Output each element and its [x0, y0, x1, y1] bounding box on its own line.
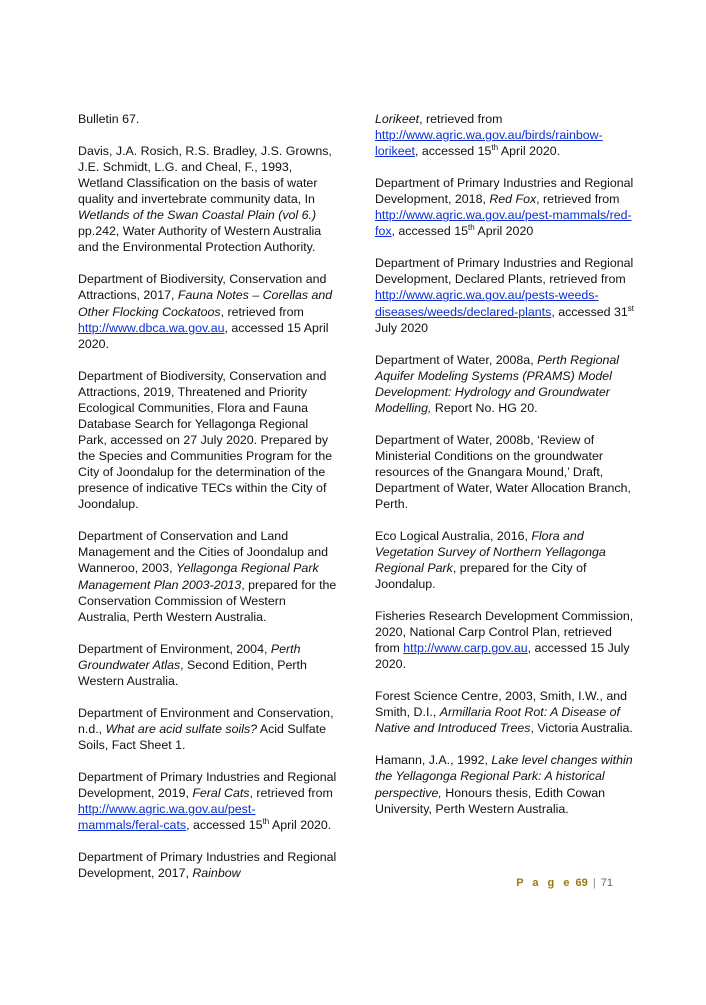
reference-text: pp.242, Water Authority of Western Australia and the Environmental Protection Authority.: [78, 224, 322, 255]
reference-entry: [375, 608, 637, 672]
reference-entry: [78, 111, 340, 127]
reference-entry: [375, 528, 637, 592]
reference-title: Feral Cats: [192, 785, 250, 800]
reference-text: Hamann, J.A., 1992,: [375, 753, 492, 768]
reference-text: April 2020.: [498, 144, 561, 159]
reference-entry: [78, 271, 340, 351]
reference-text: , accessed 15: [391, 224, 468, 239]
reference-title: Red Fox: [489, 192, 537, 207]
reference-text: Department of Water, 2008a,: [375, 352, 538, 367]
reference-text: , prepared for the City of Joondalup.: [375, 561, 587, 592]
reference-title: What are acid sulfate soils?: [105, 721, 258, 736]
footer-page-number: 69: [575, 877, 588, 889]
reference-text: Department of Water, 2008b, ‘Review of Ministerial Conditions on the groundwater resources of the Gnangara Mound,’ Draft, Department of Water, Water Allocation Branch, Perth.: [375, 432, 631, 512]
reference-text: Acid Sulfate Soils, Fact Sheet 1.: [78, 721, 326, 752]
reference-text: Davis, J.A. Rosich, R.S. Bradley, J.S. Growns, J.E. Schmidt, L.G. and Cheal, F., 1993, Wetland Classification on the basis of water quality and invertebrate community data, In: [78, 143, 332, 207]
reference-text: Honours thesis, Edith Cowan University, Perth Western Australia.: [375, 785, 606, 816]
reference-entry: [375, 111, 637, 159]
reference-text: Department of Primary Industries and Regional Development, 2017,: [78, 849, 337, 881]
reference-link[interactable]: http://www.agric.wa.gov.au/birds/rainbow-lorikeet: [375, 128, 603, 159]
reference-text: Department of Primary Industries and Regional Development, 2019,: [78, 769, 337, 800]
page-footer: [516, 877, 613, 889]
reference-link[interactable]: http://www.agric.wa.gov.au/pest-mammals/red-fox: [375, 208, 632, 239]
reference-text: Department of Biodiversity, Conservation and Attractions, 2017,: [78, 272, 327, 303]
reference-entry: [78, 641, 340, 689]
reference-entry: [78, 769, 340, 833]
reference-entry: [375, 175, 637, 239]
reference-title: Perth Groundwater Atlas: [78, 641, 301, 672]
reference-entry: [78, 705, 340, 753]
reference-entry: [78, 368, 340, 513]
reference-entry: [375, 352, 637, 416]
ordinal-suffix: st: [627, 303, 635, 313]
reference-text: Department of Environment and Conservation, n.d.,: [78, 705, 334, 736]
reference-title: Lorikeet: [375, 112, 420, 126]
reference-title: Rainbow: [192, 866, 241, 881]
reference-text: April 2020.: [269, 818, 332, 833]
footer-total-pages: 71: [600, 877, 613, 889]
reference-entry: [375, 752, 637, 816]
reference-text: July 2020: [375, 320, 429, 335]
references-left-column: [78, 111, 340, 897]
ordinal-suffix: th: [491, 143, 499, 153]
ordinal-suffix: th: [262, 816, 270, 826]
reference-entry: [375, 688, 637, 736]
reference-entry: [78, 849, 340, 881]
reference-text: , accessed 31: [551, 304, 628, 319]
reference-link[interactable]: http://www.agric.wa.gov.au/pests-weeds-diseases/weeds/declared-plants: [375, 288, 599, 319]
reference-title: Yellagonga Regional Park Management Plan 2003-2013: [78, 561, 319, 592]
reference-text: , Victoria Australia.: [530, 721, 633, 736]
reference-text: Forest Science Centre, 2003, Smith, I.W., and Smith, D.I.,: [375, 689, 628, 720]
reference-title: Lake level changes within the Yellagonga Regional Park: A historical perspective,: [375, 753, 633, 800]
reference-title: Armillaria Root Rot: A Disease of Native and Introduced Trees: [375, 705, 620, 736]
reference-entry: [375, 432, 637, 512]
reference-title: Perth Regional Aquifer Modeling Systems (PRAMS) Model Development: Hydrology and Groundwater Modelling,: [375, 352, 620, 415]
reference-text: , retrieved from: [249, 785, 333, 800]
reference-entry: [78, 528, 340, 625]
reference-link[interactable]: http://www.dbca.wa.gov.au: [78, 320, 225, 335]
reference-text: , retrieved from: [419, 112, 503, 126]
reference-text: Bulletin 67.: [78, 112, 140, 126]
reference-text: , accessed 15: [414, 144, 492, 159]
reference-text: Department of Conservation and Land Management and the Cities of Joondalup and Wanneroo, 2003,: [78, 529, 329, 576]
reference-text: Department of Biodiversity, Conservation and Attractions, 2019, Threatened and Priority Ecological Communities, Flora and Fauna Database Search for Yellagonga Regional Park, accessed on 27 July 2020. Prepared by the Species and Communities Program for the City of Joondalup for the determination of the presence of indicative TECs within the City of Joondalup.: [78, 368, 333, 512]
footer-separator: |: [592, 877, 596, 889]
reference-title: Wetlands of the Swan Coastal Plain (vol 6.): [78, 208, 317, 223]
reference-text: , accessed 15 July 2020.: [375, 641, 630, 672]
reference-entry: [375, 255, 637, 335]
reference-title: Flora and Vegetation Survey of Northern Yellagonga Regional Park: [375, 528, 606, 576]
reference-text: Eco Logical Australia, 2016,: [375, 528, 532, 543]
reference-title: Fauna Notes – Corellas and Other Flocking Cockatoos: [78, 288, 333, 319]
references-right-column: [375, 111, 637, 833]
reference-text: , Second Edition, Perth Western Australia.: [78, 657, 307, 688]
ordinal-suffix: th: [468, 223, 475, 233]
reference-text: April 2020: [474, 224, 534, 239]
reference-text: , retrieved from: [536, 192, 620, 207]
reference-text: Fisheries Research Development Commission, 2020, National Carp Control Plan, retrieved from: [375, 609, 634, 656]
reference-text: , prepared for the Conservation Commission of Western Australia, Perth Western Australia.: [78, 577, 337, 624]
footer-page-label: P a g e: [516, 877, 573, 889]
reference-text: , retrieved from: [220, 304, 304, 319]
reference-entry: [78, 143, 340, 256]
reference-link[interactable]: http://www.agric.wa.gov.au/pest-mammals/feral-cats: [78, 801, 256, 833]
reference-link[interactable]: http://www.carp.gov.au: [403, 641, 528, 656]
reference-text: Department of Environment, 2004,: [78, 641, 271, 656]
reference-text: Department of Primary Industries and Regional Development, 2018,: [375, 176, 634, 207]
reference-text: , accessed 15: [186, 818, 263, 833]
reference-text: , accessed 15 April 2020.: [78, 320, 329, 351]
reference-text: Department of Primary Industries and Regional Development, Declared Plants, retrieved from: [375, 256, 634, 287]
reference-text: Report No. HG 20.: [431, 400, 538, 415]
